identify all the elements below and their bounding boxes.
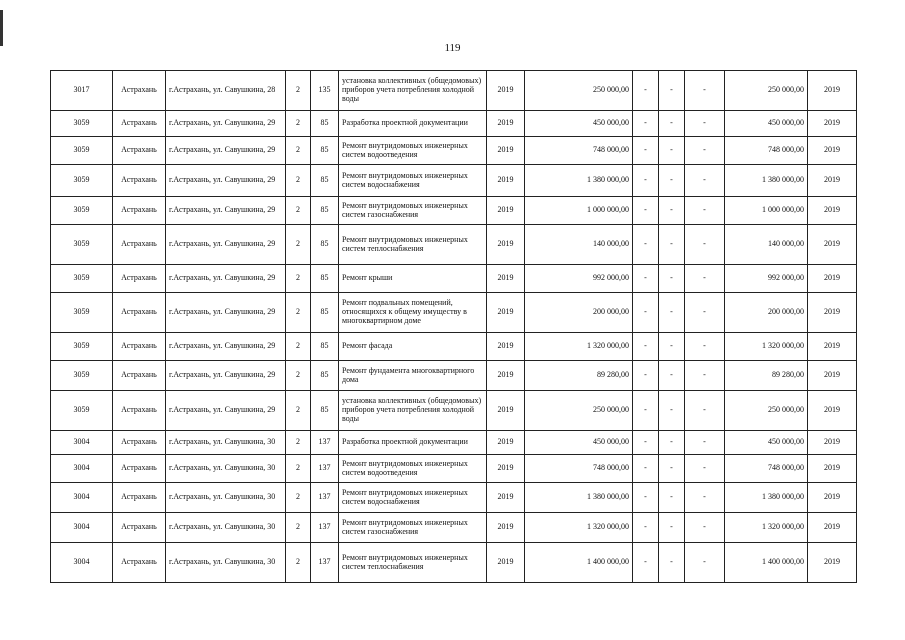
address-cell: г.Астрахань, ул. Савушкина, 29	[166, 265, 286, 293]
total-cost-cell: 450 000,00	[725, 111, 808, 137]
extra-cost-cell-3: -	[685, 165, 725, 197]
house-id-cell: 3059	[51, 225, 113, 265]
cost-cell: 1 000 000,00	[525, 197, 633, 225]
year-cell: 2019	[487, 71, 525, 111]
address-cell: г.Астрахань, ул. Савушкина, 29	[166, 165, 286, 197]
extra-cost-cell-2: -	[659, 455, 685, 483]
city-cell: Астрахань	[113, 165, 166, 197]
house-number-cell: 85	[311, 137, 339, 165]
table-row	[51, 165, 857, 197]
house-id-cell: 3004	[51, 513, 113, 543]
extra-cost-cell-2: -	[659, 513, 685, 543]
table-row	[51, 225, 857, 265]
total-cost-cell: 992 000,00	[725, 265, 808, 293]
year-cell: 2019	[487, 483, 525, 513]
house-id-cell: 3004	[51, 543, 113, 583]
table-row	[51, 431, 857, 455]
house-id-cell: 3004	[51, 431, 113, 455]
floors-cell: 2	[286, 225, 311, 265]
city-cell: Астрахань	[113, 111, 166, 137]
total-cost-cell: 1 380 000,00	[725, 483, 808, 513]
house-number-cell: 85	[311, 333, 339, 361]
completion-year-cell: 2019	[808, 333, 857, 361]
total-cost-cell: 140 000,00	[725, 225, 808, 265]
house-id-cell: 3059	[51, 197, 113, 225]
address-cell: г.Астрахань, ул. Савушкина, 30	[166, 483, 286, 513]
extra-cost-cell-1: -	[633, 293, 659, 333]
city-cell: Астрахань	[113, 333, 166, 361]
address-cell: г.Астрахань, ул. Савушкина, 30	[166, 513, 286, 543]
extra-cost-cell-3: -	[685, 137, 725, 165]
cost-cell: 450 000,00	[525, 431, 633, 455]
table-row	[51, 111, 857, 137]
work-type-cell: Ремонт внутридомовых инженерных систем газоснабжения	[339, 197, 487, 225]
floors-cell: 2	[286, 483, 311, 513]
extra-cost-cell-1: -	[633, 483, 659, 513]
address-cell: г.Астрахань, ул. Савушкина, 29	[166, 333, 286, 361]
city-cell: Астрахань	[113, 513, 166, 543]
extra-cost-cell-1: -	[633, 71, 659, 111]
extra-cost-cell-3: -	[685, 513, 725, 543]
extra-cost-cell-2: -	[659, 391, 685, 431]
work-type-cell: Ремонт внутридомовых инженерных систем газоснабжения	[339, 513, 487, 543]
scan-edge-mark	[0, 10, 3, 46]
total-cost-cell: 1 380 000,00	[725, 165, 808, 197]
extra-cost-cell-1: -	[633, 513, 659, 543]
city-cell: Астрахань	[113, 293, 166, 333]
house-number-cell: 85	[311, 265, 339, 293]
year-cell: 2019	[487, 391, 525, 431]
house-number-cell: 85	[311, 391, 339, 431]
total-cost-cell: 748 000,00	[725, 455, 808, 483]
house-id-cell: 3004	[51, 455, 113, 483]
completion-year-cell: 2019	[808, 391, 857, 431]
city-cell: Астрахань	[113, 455, 166, 483]
city-cell: Астрахань	[113, 483, 166, 513]
floors-cell: 2	[286, 165, 311, 197]
extra-cost-cell-2: -	[659, 431, 685, 455]
floors-cell: 2	[286, 293, 311, 333]
house-id-cell: 3059	[51, 165, 113, 197]
cost-cell: 748 000,00	[525, 137, 633, 165]
extra-cost-cell-1: -	[633, 431, 659, 455]
extra-cost-cell-2: -	[659, 225, 685, 265]
floors-cell: 2	[286, 431, 311, 455]
extra-cost-cell-2: -	[659, 137, 685, 165]
extra-cost-cell-2: -	[659, 71, 685, 111]
cost-cell: 1 400 000,00	[525, 543, 633, 583]
address-cell: г.Астрахань, ул. Савушкина, 30	[166, 543, 286, 583]
completion-year-cell: 2019	[808, 455, 857, 483]
floors-cell: 2	[286, 71, 311, 111]
cost-cell: 450 000,00	[525, 111, 633, 137]
address-cell: г.Астрахань, ул. Савушкина, 29	[166, 137, 286, 165]
completion-year-cell: 2019	[808, 543, 857, 583]
extra-cost-cell-1: -	[633, 225, 659, 265]
floors-cell: 2	[286, 197, 311, 225]
total-cost-cell: 250 000,00	[725, 391, 808, 431]
house-number-cell: 85	[311, 197, 339, 225]
year-cell: 2019	[487, 225, 525, 265]
cost-cell: 89 280,00	[525, 361, 633, 391]
extra-cost-cell-2: -	[659, 333, 685, 361]
house-number-cell: 137	[311, 513, 339, 543]
house-id-cell: 3004	[51, 483, 113, 513]
extra-cost-cell-2: -	[659, 293, 685, 333]
year-cell: 2019	[487, 513, 525, 543]
work-type-cell: Ремонт внутридомовых инженерных систем водоотведения	[339, 455, 487, 483]
house-number-cell: 137	[311, 483, 339, 513]
cost-cell: 250 000,00	[525, 391, 633, 431]
address-cell: г.Астрахань, ул. Савушкина, 28	[166, 71, 286, 111]
cost-cell: 992 000,00	[525, 265, 633, 293]
completion-year-cell: 2019	[808, 265, 857, 293]
completion-year-cell: 2019	[808, 197, 857, 225]
total-cost-cell: 250 000,00	[725, 71, 808, 111]
extra-cost-cell-1: -	[633, 137, 659, 165]
total-cost-cell: 200 000,00	[725, 293, 808, 333]
extra-cost-cell-1: -	[633, 265, 659, 293]
work-type-cell: Разработка проектной документации	[339, 431, 487, 455]
table-row	[51, 455, 857, 483]
extra-cost-cell-3: -	[685, 111, 725, 137]
house-id-cell: 3059	[51, 111, 113, 137]
address-cell: г.Астрахань, ул. Савушкина, 29	[166, 197, 286, 225]
completion-year-cell: 2019	[808, 225, 857, 265]
floors-cell: 2	[286, 513, 311, 543]
completion-year-cell: 2019	[808, 293, 857, 333]
city-cell: Астрахань	[113, 71, 166, 111]
completion-year-cell: 2019	[808, 137, 857, 165]
floors-cell: 2	[286, 543, 311, 583]
address-cell: г.Астрахань, ул. Савушкина, 29	[166, 391, 286, 431]
total-cost-cell: 1 320 000,00	[725, 513, 808, 543]
year-cell: 2019	[487, 543, 525, 583]
work-type-cell: установка коллективных (общедомовых) приборов учета потребления холодной воды	[339, 71, 487, 111]
extra-cost-cell-1: -	[633, 543, 659, 583]
address-cell: г.Астрахань, ул. Савушкина, 30	[166, 431, 286, 455]
work-type-cell: Ремонт внутридомовых инженерных систем теплоснабжения	[339, 543, 487, 583]
house-id-cell: 3017	[51, 71, 113, 111]
work-type-cell: Ремонт внутридомовых инженерных систем теплоснабжения	[339, 225, 487, 265]
completion-year-cell: 2019	[808, 361, 857, 391]
extra-cost-cell-3: -	[685, 391, 725, 431]
table-row	[51, 483, 857, 513]
city-cell: Астрахань	[113, 431, 166, 455]
table-row	[51, 391, 857, 431]
extra-cost-cell-3: -	[685, 455, 725, 483]
total-cost-cell: 1 320 000,00	[725, 333, 808, 361]
extra-cost-cell-3: -	[685, 431, 725, 455]
extra-cost-cell-2: -	[659, 111, 685, 137]
extra-cost-cell-3: -	[685, 361, 725, 391]
floors-cell: 2	[286, 137, 311, 165]
cost-cell: 200 000,00	[525, 293, 633, 333]
cost-cell: 1 320 000,00	[525, 333, 633, 361]
total-cost-cell: 89 280,00	[725, 361, 808, 391]
city-cell: Астрахань	[113, 543, 166, 583]
work-type-cell: Ремонт внутридомовых инженерных систем водоснабжения	[339, 165, 487, 197]
house-number-cell: 135	[311, 71, 339, 111]
total-cost-cell: 748 000,00	[725, 137, 808, 165]
table-row	[51, 543, 857, 583]
year-cell: 2019	[487, 265, 525, 293]
year-cell: 2019	[487, 293, 525, 333]
house-id-cell: 3059	[51, 265, 113, 293]
page-number: 119	[444, 42, 461, 54]
total-cost-cell: 450 000,00	[725, 431, 808, 455]
table-row	[51, 333, 857, 361]
extra-cost-cell-1: -	[633, 455, 659, 483]
city-cell: Астрахань	[113, 137, 166, 165]
table-row	[51, 137, 857, 165]
completion-year-cell: 2019	[808, 111, 857, 137]
house-id-cell: 3059	[51, 391, 113, 431]
house-id-cell: 3059	[51, 333, 113, 361]
city-cell: Астрахань	[113, 391, 166, 431]
year-cell: 2019	[487, 165, 525, 197]
year-cell: 2019	[487, 333, 525, 361]
city-cell: Астрахань	[113, 265, 166, 293]
completion-year-cell: 2019	[808, 71, 857, 111]
work-type-cell: Ремонт подвальных помещений, относящихся к общему имуществу в многоквартирном доме	[339, 293, 487, 333]
address-cell: г.Астрахань, ул. Савушкина, 29	[166, 225, 286, 265]
extra-cost-cell-3: -	[685, 265, 725, 293]
table-row	[51, 265, 857, 293]
house-number-cell: 85	[311, 165, 339, 197]
cost-cell: 1 380 000,00	[525, 483, 633, 513]
address-cell: г.Астрахань, ул. Савушкина, 30	[166, 455, 286, 483]
floors-cell: 2	[286, 265, 311, 293]
table-row	[51, 361, 857, 391]
floors-cell: 2	[286, 333, 311, 361]
total-cost-cell: 1 000 000,00	[725, 197, 808, 225]
city-cell: Астрахань	[113, 361, 166, 391]
address-cell: г.Астрахань, ул. Савушкина, 29	[166, 361, 286, 391]
address-cell: г.Астрахань, ул. Савушкина, 29	[166, 293, 286, 333]
completion-year-cell: 2019	[808, 513, 857, 543]
table-row	[51, 293, 857, 333]
extra-cost-cell-2: -	[659, 543, 685, 583]
floors-cell: 2	[286, 391, 311, 431]
table-row	[51, 513, 857, 543]
address-cell: г.Астрахань, ул. Савушкина, 29	[166, 111, 286, 137]
extra-cost-cell-2: -	[659, 265, 685, 293]
work-type-cell: установка коллективных (общедомовых) приборов учета потребления холодной воды	[339, 391, 487, 431]
work-type-cell: Ремонт фасада	[339, 333, 487, 361]
extra-cost-cell-1: -	[633, 391, 659, 431]
extra-cost-cell-1: -	[633, 333, 659, 361]
completion-year-cell: 2019	[808, 165, 857, 197]
extra-cost-cell-3: -	[685, 197, 725, 225]
work-type-cell: Ремонт внутридомовых инженерных систем водоснабжения	[339, 483, 487, 513]
extra-cost-cell-1: -	[633, 197, 659, 225]
cost-cell: 1 320 000,00	[525, 513, 633, 543]
extra-cost-cell-3: -	[685, 483, 725, 513]
work-type-cell: Ремонт фундамента многоквартирного дома	[339, 361, 487, 391]
year-cell: 2019	[487, 197, 525, 225]
extra-cost-cell-3: -	[685, 293, 725, 333]
house-number-cell: 85	[311, 361, 339, 391]
house-number-cell: 137	[311, 431, 339, 455]
extra-cost-cell-3: -	[685, 225, 725, 265]
table-row	[51, 71, 857, 111]
table-row	[51, 197, 857, 225]
year-cell: 2019	[487, 431, 525, 455]
work-type-cell: Ремонт внутридомовых инженерных систем водоотведения	[339, 137, 487, 165]
floors-cell: 2	[286, 111, 311, 137]
extra-cost-cell-2: -	[659, 197, 685, 225]
extra-cost-cell-1: -	[633, 111, 659, 137]
house-number-cell: 137	[311, 455, 339, 483]
work-type-cell: Разработка проектной документации	[339, 111, 487, 137]
extra-cost-cell-2: -	[659, 361, 685, 391]
year-cell: 2019	[487, 361, 525, 391]
year-cell: 2019	[487, 455, 525, 483]
house-number-cell: 137	[311, 543, 339, 583]
house-id-cell: 3059	[51, 137, 113, 165]
floors-cell: 2	[286, 361, 311, 391]
extra-cost-cell-2: -	[659, 483, 685, 513]
year-cell: 2019	[487, 111, 525, 137]
extra-cost-cell-3: -	[685, 333, 725, 361]
house-number-cell: 85	[311, 293, 339, 333]
cost-cell: 250 000,00	[525, 71, 633, 111]
city-cell: Астрахань	[113, 225, 166, 265]
floors-cell: 2	[286, 455, 311, 483]
house-number-cell: 85	[311, 111, 339, 137]
total-cost-cell: 1 400 000,00	[725, 543, 808, 583]
cost-cell: 1 380 000,00	[525, 165, 633, 197]
extra-cost-cell-2: -	[659, 165, 685, 197]
house-number-cell: 85	[311, 225, 339, 265]
repair-schedule-table	[50, 70, 857, 583]
extra-cost-cell-3: -	[685, 543, 725, 583]
extra-cost-cell-3: -	[685, 71, 725, 111]
extra-cost-cell-1: -	[633, 165, 659, 197]
cost-cell: 748 000,00	[525, 455, 633, 483]
house-id-cell: 3059	[51, 361, 113, 391]
completion-year-cell: 2019	[808, 483, 857, 513]
city-cell: Астрахань	[113, 197, 166, 225]
house-id-cell: 3059	[51, 293, 113, 333]
cost-cell: 140 000,00	[525, 225, 633, 265]
completion-year-cell: 2019	[808, 431, 857, 455]
extra-cost-cell-1: -	[633, 361, 659, 391]
year-cell: 2019	[487, 137, 525, 165]
work-type-cell: Ремонт крыши	[339, 265, 487, 293]
